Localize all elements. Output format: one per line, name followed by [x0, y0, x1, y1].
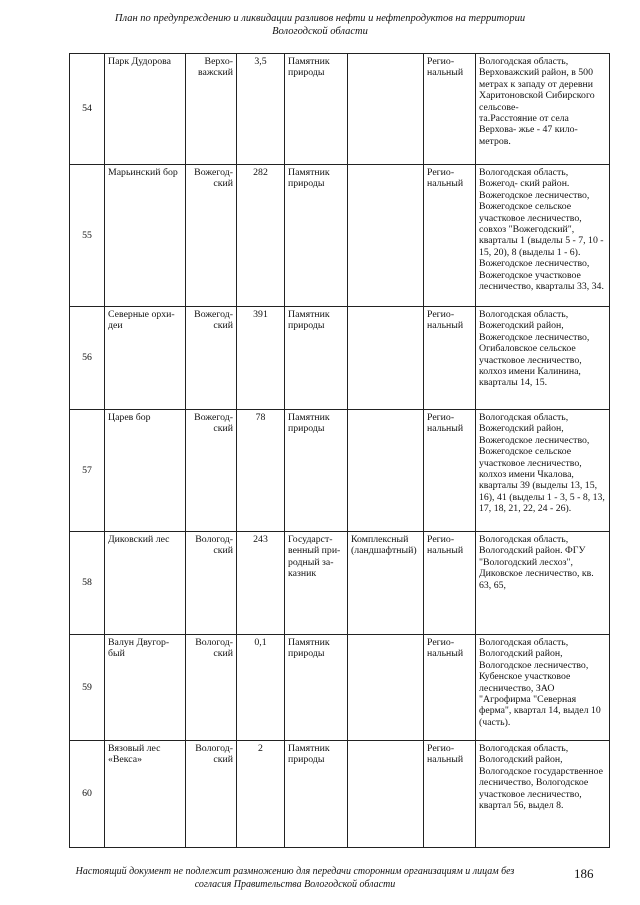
cell-object-name: Валун Двугор- бый [105, 635, 186, 741]
table-row [70, 410, 610, 532]
cell-district: Вологод- ский [186, 635, 237, 741]
cell-row-number: 57 [70, 410, 105, 532]
table-row [70, 165, 610, 307]
cell-category: Памятник природы [285, 410, 348, 532]
cell-significance: Регио- нальный [424, 165, 476, 307]
cell-row-number: 56 [70, 307, 105, 410]
cell-category: Памятник природы [285, 307, 348, 410]
protected-areas-table [69, 53, 610, 848]
cell-area-ha: 2 [237, 741, 285, 848]
cell-district: Вологод- ский [186, 532, 237, 635]
cell-district: Вологод- ский [186, 741, 237, 848]
cell-district: Вожегод- ский [186, 165, 237, 307]
cell-significance: Регио- нальный [424, 54, 476, 165]
cell-object-name: Парк Дудорова [105, 54, 186, 165]
cell-district: Верхо- важский [186, 54, 237, 165]
cell-area-ha: 0,1 [237, 635, 285, 741]
table-row [70, 635, 610, 741]
cell-profile: Комплексный (ландшафтный) [348, 532, 424, 635]
cell-row-number: 54 [70, 54, 105, 165]
cell-category: Памятник природы [285, 635, 348, 741]
cell-significance: Регио- нальный [424, 410, 476, 532]
cell-profile [348, 54, 424, 165]
page-number: 186 [574, 866, 594, 881]
cell-object-name: Вязовый лес «Векса» [105, 741, 186, 848]
cell-location: Вологодская область, Вологодский район, Вологодское государственное лесничество, Вологодское участковое лесничество, квартал 56, выдел 8. [476, 741, 610, 848]
cell-area-ha: 3,5 [237, 54, 285, 165]
header-line-1: План по предупреждению и ликвидации разливов нефти и нефтепродуктов на территории [114, 13, 526, 24]
cell-location: Вологодская область, Вожегодский район, Вожегодское лесничество, Огибаловское сельское участковое лесничество, колхоз имени Калинина, кварталы 14, 15. [476, 307, 610, 410]
cell-area-ha: 391 [237, 307, 285, 410]
cell-location: Вологодская область, Вологодский район. ФГУ "Вологодский лесхоз", Диковское лесничество, кв. 63, 65, [476, 532, 610, 635]
cell-category: Памятник природы [285, 741, 348, 848]
cell-significance: Регио- нальный [424, 635, 476, 741]
cell-location: Вологодская область, Вологодский район, Вологодское лесничество, Кубенское участковое лесничество, ЗАО "Агрофирма "Северная ферма", квартал 14, выдел 10 (часть). [476, 635, 610, 741]
cell-location: Вологодская область, Вожегод- ский район. Вожегодское лесничество, Вожегодское сельское участковое лесничество, совхоз "Вожегодский", кварталы 1 (выделы 5 - 7, 10 - 15, 20), 8 (выделы 1 - 6). Вожегодское лесничество, Вожегодское участковое лесничество, кварталы 33, 34. [476, 165, 610, 307]
table-row [70, 54, 610, 165]
cell-category: Памятник природы [285, 54, 348, 165]
cell-area-ha: 243 [237, 532, 285, 635]
cell-profile [348, 307, 424, 410]
cell-category: Государст- венный при- родный за- казник [285, 532, 348, 635]
cell-district: Вожегод- ский [186, 307, 237, 410]
table-row [70, 532, 610, 635]
cell-profile [348, 741, 424, 848]
table-row [70, 741, 610, 848]
cell-location: Вологодская область, Вожегодский район, Вожегодское лесничество, Вожегодское сельское участковое лесничество, колхоз имени Чкалова, кварталы 39 (выделы 13, 15, 16), 41 (выделы 1 - 3, 5 - 8, 13, 17, 18, 21, 22, 24 - 26). [476, 410, 610, 532]
document-footer [60, 866, 530, 891]
cell-category: Памятник природы [285, 165, 348, 307]
cell-row-number: 55 [70, 165, 105, 307]
cell-object-name: Марьинский бор [105, 165, 186, 307]
cell-object-name: Диковский лес [105, 532, 186, 635]
cell-area-ha: 282 [237, 165, 285, 307]
cell-significance: Регио- нальный [424, 307, 476, 410]
cell-object-name: Царев бор [105, 410, 186, 532]
document-header [60, 12, 580, 38]
cell-object-name: Северные орхи- деи [105, 307, 186, 410]
cell-location: Вологодская область, Верховажский район, в 500 метрах к западу от деревни Харитоновской Сибирского сельсове- та.Расстояние от села Верхова- жье - 47 кило- метров. [476, 54, 610, 165]
header-line-2: Вологодской области [272, 26, 368, 37]
cell-significance: Регио- нальный [424, 741, 476, 848]
footer-line-1: Настоящий документ не подлежит размножению для передачи сторонним организациям и лицам без [75, 866, 515, 877]
cell-row-number: 60 [70, 741, 105, 848]
cell-row-number: 58 [70, 532, 105, 635]
cell-profile [348, 165, 424, 307]
footer-line-2: согласия Правительства Вологодской области [194, 878, 396, 890]
cell-profile [348, 635, 424, 741]
cell-area-ha: 78 [237, 410, 285, 532]
cell-row-number: 59 [70, 635, 105, 741]
table-row [70, 307, 610, 410]
cell-significance: Регио- нальный [424, 532, 476, 635]
cell-profile [348, 410, 424, 532]
cell-district: Вожегод- ский [186, 410, 237, 532]
